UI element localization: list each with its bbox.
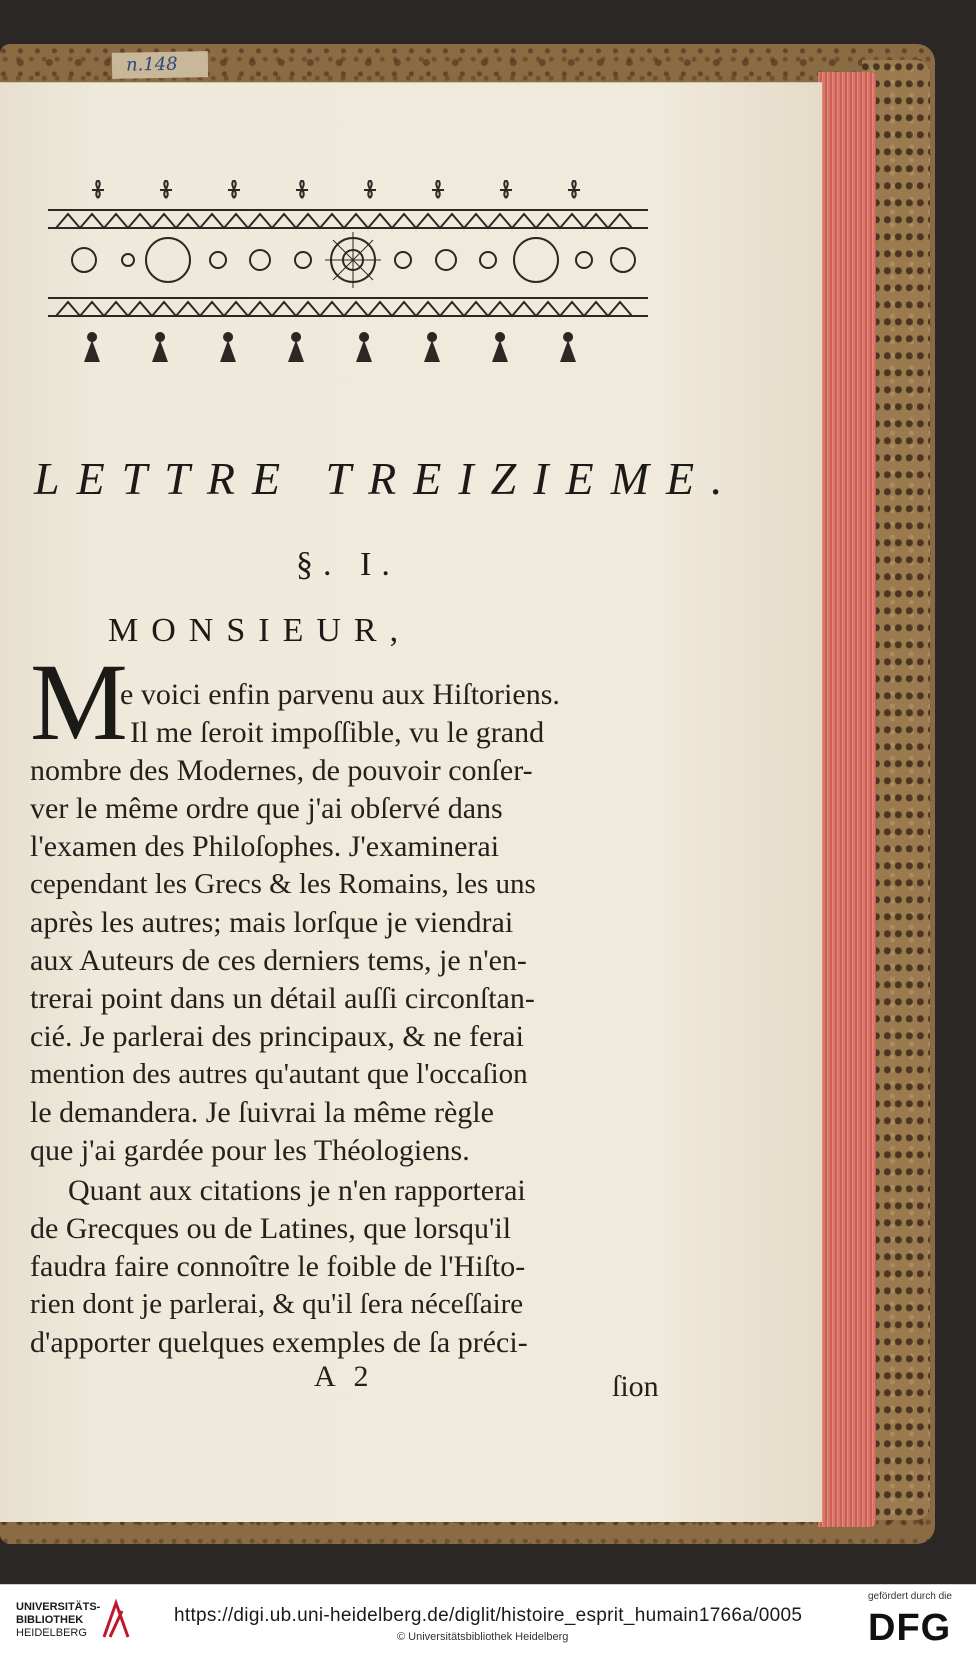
library-logo-line: BIBLIOTHEK xyxy=(16,1614,84,1626)
salutation: MONSIEUR, xyxy=(108,612,412,649)
letter-heading: LETTRE TREIZIEME. xyxy=(34,453,740,504)
fleuron-row-top xyxy=(92,180,580,198)
drop-cap: M xyxy=(30,641,128,763)
text-line: mention des autres qu'autant que l'occaſion xyxy=(30,1058,528,1090)
permalink-url[interactable]: https://digi.ub.uni-heidelberg.de/diglit/histoire_esprit_humain1766a/0005 xyxy=(174,1605,803,1626)
page-edges xyxy=(818,72,876,1527)
catchword: ſion xyxy=(612,1370,659,1403)
text-line: l'examen des Philoſophes. J'examinerai xyxy=(30,830,500,863)
text-line: faudra faire connoître le foible de l'Hiſto- xyxy=(30,1250,526,1283)
shelf-label: n.148 xyxy=(112,51,208,79)
text-line: Quant aux citations je n'en rapporterai xyxy=(68,1174,526,1207)
text-line: cié. Je parlerai des principaux, & ne ferai xyxy=(30,1020,524,1053)
text-line: Il me ſeroit impoſſible, vu le grand xyxy=(130,716,545,749)
text-line: que j'ai gardée pour les Théologiens. xyxy=(30,1134,470,1167)
library-logo-line: UNIVERSITÄTS- xyxy=(16,1601,101,1613)
text-line: e voici enfin parvenu aux Hiſtoriens. xyxy=(120,678,560,711)
text-line: nombre des Modernes, de pouvoir conſer- xyxy=(30,754,533,787)
text-line: après les autres; mais lorſque je viendrai xyxy=(30,906,514,939)
text-line: le demandera. Je ſuivrai la même règle xyxy=(30,1096,494,1129)
funder-note: gefördert durch die xyxy=(868,1591,952,1602)
library-logo-icon xyxy=(100,1597,134,1643)
signature-mark: A 2 xyxy=(314,1360,375,1393)
text-line: rien dont je parlerai, & qu'il ſera néceſſaire xyxy=(30,1288,524,1320)
library-logo-text xyxy=(16,1601,100,1640)
dfg-logo: DFG xyxy=(868,1607,952,1649)
printer-ornament xyxy=(48,180,654,380)
text-line: de Grecques ou de Latines, que lorsqu'il xyxy=(30,1212,512,1245)
text-line: cependant les Grecs & les Romains, les uns xyxy=(30,868,536,900)
library-logo-line: HEIDELBERG xyxy=(16,1627,87,1639)
copyright-notice: © Universitätsbibliothek Heidelberg xyxy=(397,1631,569,1643)
viewer-footer xyxy=(0,1584,976,1654)
text-line: ver le même ordre que j'ai obſervé dans xyxy=(30,792,503,825)
text-line: trerai point dans un détail auſſi circonſtan- xyxy=(30,982,535,1015)
text-line: d'apporter quelques exemples de ſa préci- xyxy=(30,1326,528,1359)
section-mark: §. I. xyxy=(296,546,400,583)
text-line: aux Auteurs de ces derniers tems, je n'en- xyxy=(30,944,527,977)
